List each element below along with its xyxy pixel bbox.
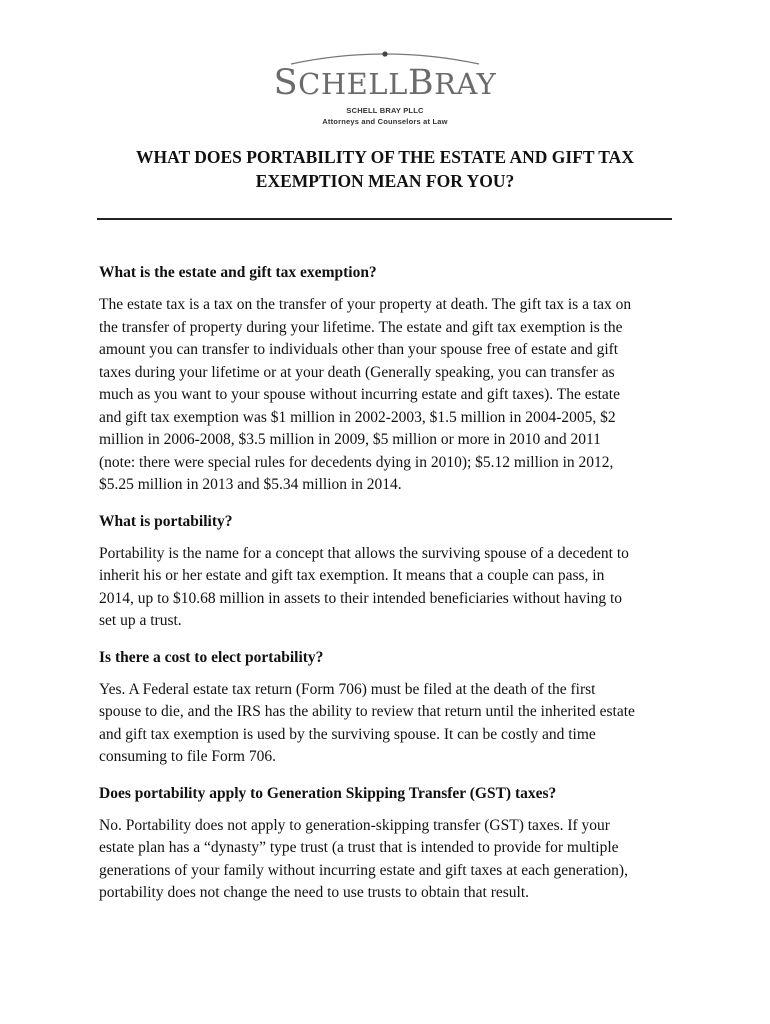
logo-wordmark: SCHELLBRAY: [273, 63, 497, 103]
logo-arc-icon: [285, 42, 485, 68]
logo-firm-name: SCHELL BRAY PLLC: [346, 106, 424, 115]
title-line-2: EXEMPTION MEAN FOR YOU?: [255, 171, 515, 191]
section-answer: Yes. A Federal estate tax return (Form 706) must be filed at the death of the first spouse to die, and the IRS has the ability to review that return until the inherited estate and gift tax exemption is used by the surviving spouse. It can be costly and time consuming to file Form 706.: [99, 680, 635, 765]
title-line-1: WHAT DOES PORTABILITY OF THE ESTATE AND GIFT TAX: [136, 147, 634, 167]
section-answer: The estate tax is a tax on the transfer of your property at death. The gift tax is a tax on the transfer of property during your lifetime. The estate and gift tax exemption is the amount you can transfer to individuals other than your spouse free of estate and gift taxes during your lifetime or at your death (Generally speaking, you can transfer as much as you want to your spouse without incurring estate and gift taxes). The estate and gift tax exemption was $1 million in 2002-2003, $1.5 million in 2004-2005, $2 million in 2006-2008, $3.5 million in 2009, $5 million or more in 2010 and 2011 (note: there were special rules for decedents dying in 2010); $5.12 million in 2012, $5.25 million in 2013 and $5.34 million in 2014.: [99, 296, 632, 493]
section-question: What is the estate and gift tax exemption?: [99, 264, 377, 281]
document-body: [99, 262, 679, 905]
section-question: What is portability?: [99, 512, 233, 530]
section-answer: Portability is the name for a concept that allows the surviving spouse of a decedent to inherit his or her estate and gift tax exemption. It means that a couple can pass, in 2014, up to $10.68 million in assets to their intended beneficiaries without having to set up a trust.: [99, 544, 629, 629]
section-answer: No. Portability does not apply to generation-skipping transfer (GST) taxes. If your estate plan has a “dynasty” type trust (a trust that is intended to provide for multiple generations of your family without incurring estate and gift taxes at each generation), portability does not change the need to use trusts to obtain that result.: [99, 816, 628, 901]
section-question: Is there a cost to elect portability?: [99, 648, 324, 666]
document-title: [0, 145, 770, 193]
firm-logo: [0, 42, 770, 127]
title-divider: [97, 218, 672, 220]
logo-tagline: Attorneys and Counselors at Law: [322, 117, 448, 126]
section-question: Does portability apply to Generation Skipping Transfer (GST) taxes?: [99, 784, 557, 802]
